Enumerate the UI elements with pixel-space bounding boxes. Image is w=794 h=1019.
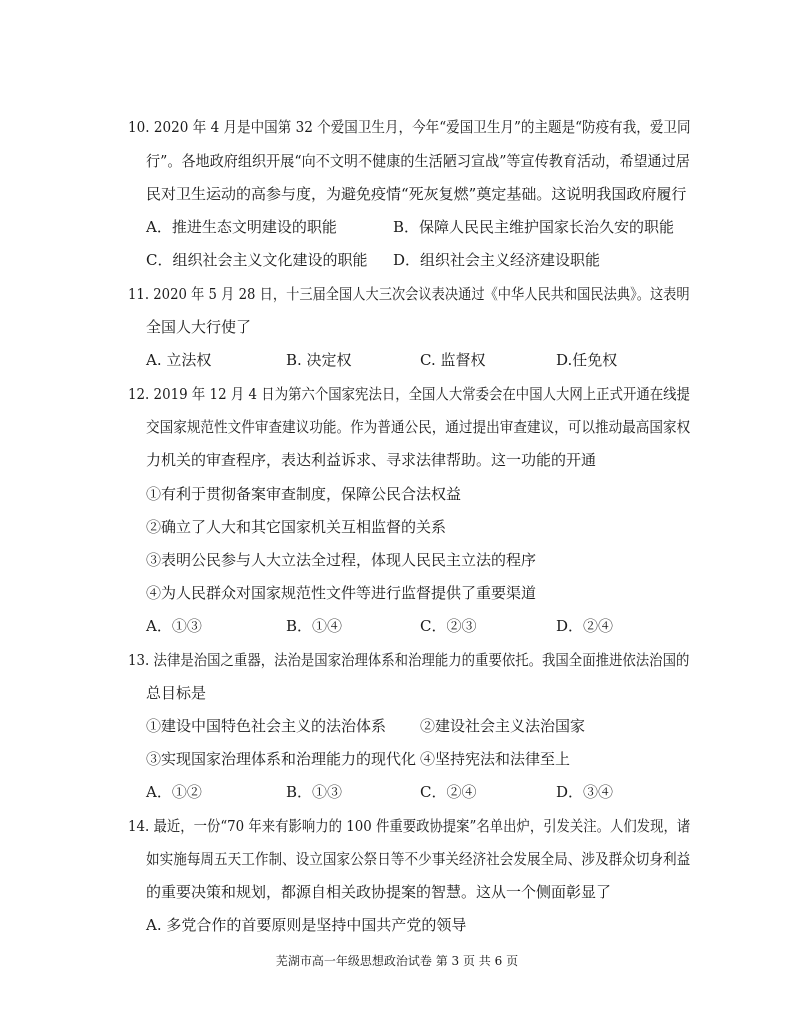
q12-line-1: 12. 2019 年 12 月 4 日为第六个国家宪法日，全国人大常委会在中国人大网上正式开通在线提: [128, 385, 690, 403]
q13-line-2: 总目标是: [146, 684, 207, 702]
q12-statement-1: ①有利于贯彻备案审查制度，保障公民合法权益: [146, 485, 462, 503]
q12-option-d: D．②④: [556, 617, 614, 635]
q10-line-1: 10. 2020 年 4 月是中国第 32 个爱国卫生月，今年“爱国卫生月”的主题是“防疫有我，爱卫同: [128, 118, 691, 136]
q13-statement-2: ②建设社会主义法治国家: [420, 717, 586, 735]
q14-line-3: 的重要决策和规划，都源自相关政协提案的智慧。这从一个侧面彰显了: [146, 883, 612, 901]
q12-statement-3: ③表明公民参与人大立法全过程，体现人民民主立法的程序: [146, 551, 537, 569]
q11-option-c: C. 监督权: [420, 351, 486, 369]
q12-option-a: A．①③: [146, 617, 202, 635]
q12-option-c: C．②③: [420, 617, 477, 635]
q13-statement-1: ①建设中国特色社会主义的法治体系: [146, 717, 387, 735]
q12-line-2: 交国家规范性文件审查建议功能。作为普通公民，通过提出审查建议，可以推动最高国家权: [146, 418, 691, 436]
q13-option-a: A．①②: [146, 783, 202, 801]
q14-line-1: 14. 最近，一份“70 年来有影响力的 100 件重要政协提案”名单出炉，引发关注。人们发现，诸: [128, 817, 691, 835]
q11-option-b: B. 决定权: [286, 351, 352, 369]
q10-line-2: 行”。各地政府组织开展“向不文明不健康的生活陋习宣战”等宣传教育活动，希望通过居: [146, 152, 690, 170]
q13-statement-3: ③实现国家治理体系和治理能力的现代化: [146, 750, 417, 768]
q12-line-3: 力机关的审查程序，表达利益诉求、寻求法律帮助。这一功能的开通: [146, 451, 597, 469]
q10-option-a: A．推进生态文明建设的职能: [146, 218, 337, 236]
q12-statement-2: ②确立了人大和其它国家机关互相监督的关系: [146, 518, 447, 536]
q11-option-a: A. 立法权: [146, 351, 212, 369]
page-footer: 芜湖市高一年级思想政治试卷 第 3 页 共 6 页: [275, 954, 519, 968]
q10-option-c: C．组织社会主义文化建设的职能: [146, 251, 368, 269]
q10-line-3: 民对卫生运动的高参与度，为避免疫情“死灰复燃”奠定基础。这说明我国政府履行: [146, 185, 687, 203]
q13-option-b: B．①③: [286, 783, 343, 801]
q14-option-a: A. 多党合作的首要原则是坚持中国共产党的领导: [146, 916, 467, 934]
q14-line-2: 如实施每周五天工作制、设立国家公祭日等不少事关经济社会发展全局、涉及群众切身利益: [146, 850, 691, 868]
q10-option-d: D．组织社会主义经济建设职能: [393, 251, 601, 269]
q13-statement-4: ④坚持宪法和法律至上: [420, 750, 571, 768]
q12-statement-4: ④为人民群众对国家规范性文件等进行监督提供了重要渠道: [146, 584, 537, 602]
q10-option-b: B．保障人民民主维护国家长治久安的职能: [393, 218, 675, 236]
q11-line-2: 全国人大行使了: [146, 318, 252, 336]
q13-line-1: 13. 法律是治国之重器，法治是国家治理体系和治理能力的重要依托。我国全面推进依法治国的: [128, 651, 690, 669]
q13-option-d: D．③④: [556, 783, 614, 801]
q11-option-d: D.任免权: [556, 351, 618, 369]
q11-line-1: 11. 2020 年 5 月 28 日，十三届全国人大三次会议表决通过《中华人民共和国民法典》。这表明: [128, 285, 690, 303]
q12-option-b: B．①④: [286, 617, 343, 635]
q13-option-c: C．②④: [420, 783, 477, 801]
